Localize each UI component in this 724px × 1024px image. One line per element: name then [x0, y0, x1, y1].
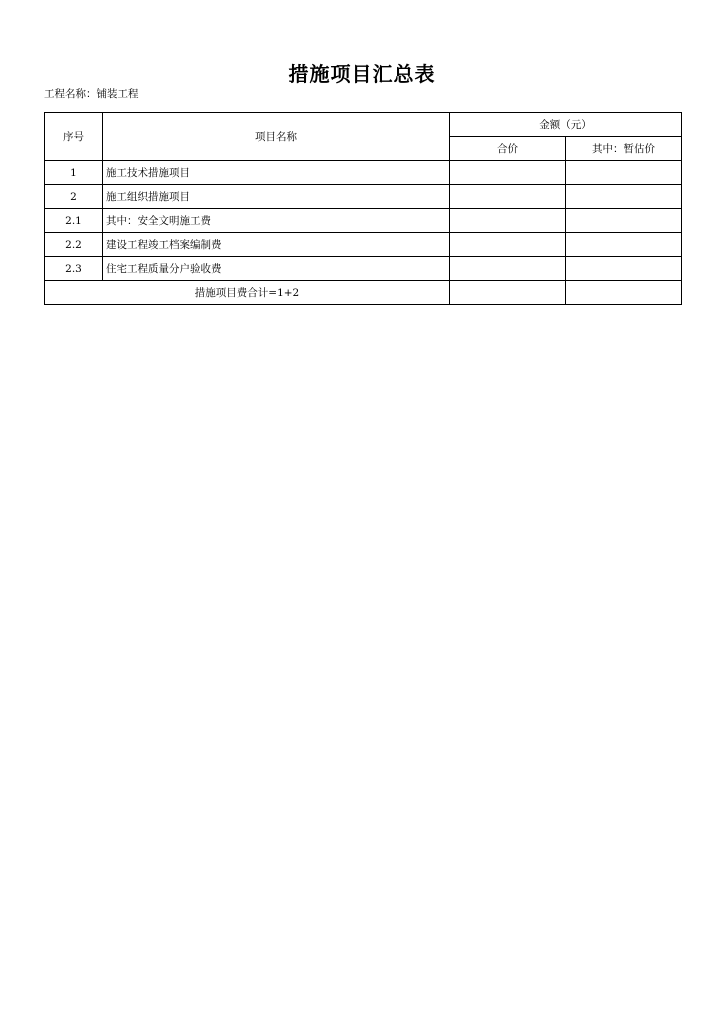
table-row: [45, 257, 682, 281]
row-provisional[interactable]: [566, 257, 682, 281]
header-row: [45, 113, 682, 137]
project-name-label: 工程名称：铺装工程: [44, 88, 139, 100]
page-title: 措施项目汇总表: [288, 62, 436, 86]
row-provisional[interactable]: [566, 233, 682, 257]
table-row: [45, 161, 682, 185]
header-amount-group: 金额（元）: [450, 113, 682, 137]
row-no: 2.2: [45, 233, 103, 257]
row-no: 2.3: [45, 257, 103, 281]
row-name: 施工技术措施项目: [103, 161, 450, 185]
row-name: 住宅工程质量分户验收费: [103, 257, 450, 281]
row-total[interactable]: [450, 233, 566, 257]
row-provisional[interactable]: [566, 161, 682, 185]
row-name: 其中：安全文明施工费: [103, 209, 450, 233]
header-total: 合价: [450, 137, 566, 161]
row-total[interactable]: [450, 185, 566, 209]
total-provisional[interactable]: [566, 281, 682, 305]
total-label: 措施项目费合计=1+2: [45, 281, 450, 305]
row-no: 2.1: [45, 209, 103, 233]
row-name: 施工组织措施项目: [103, 185, 450, 209]
row-no: 2: [45, 185, 103, 209]
header-name: 项目名称: [103, 113, 450, 161]
table-row: [45, 209, 682, 233]
table-row: [45, 185, 682, 209]
row-total[interactable]: [450, 161, 566, 185]
header-no: 序号: [45, 113, 103, 161]
row-total[interactable]: [450, 257, 566, 281]
row-provisional[interactable]: [566, 209, 682, 233]
row-name: 建设工程竣工档案编制费: [103, 233, 450, 257]
table-row: [45, 233, 682, 257]
total-amount[interactable]: [450, 281, 566, 305]
header-provisional: 其中：暂估价: [566, 137, 682, 161]
total-row: [45, 281, 682, 305]
row-total[interactable]: [450, 209, 566, 233]
row-provisional[interactable]: [566, 185, 682, 209]
measures-summary-table: [44, 112, 682, 305]
row-no: 1: [45, 161, 103, 185]
